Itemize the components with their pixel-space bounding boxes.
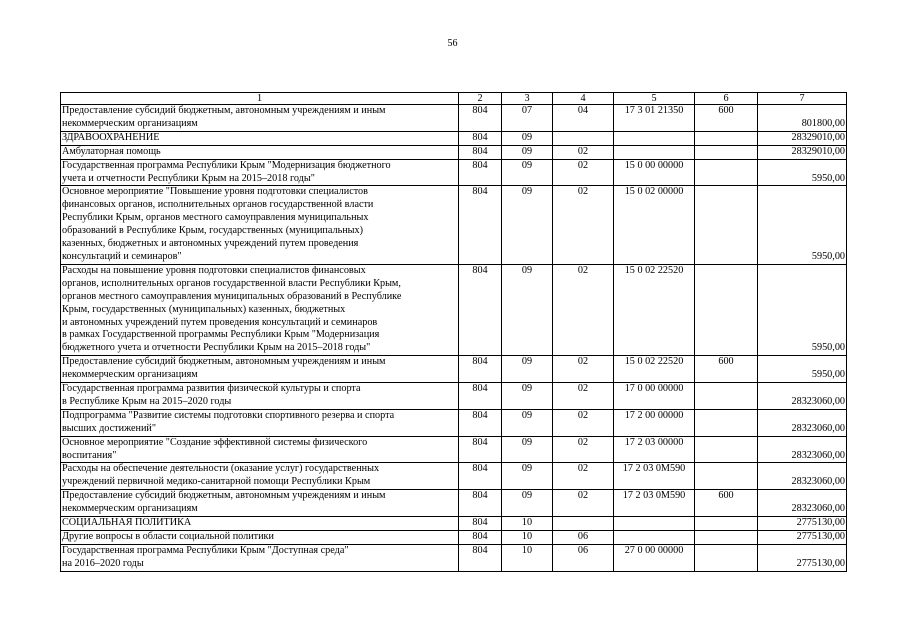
row-section-cell: 09 (502, 145, 553, 159)
row-expense-type-cell (695, 409, 758, 436)
row-expense-type-cell (695, 436, 758, 463)
row-code-cell: 804 (459, 356, 502, 383)
row-section-cell: 09 (502, 409, 553, 436)
row-expense-type-cell: 600 (695, 105, 758, 132)
row-section-cell: 07 (502, 105, 553, 132)
row-amount-cell: 28323060,00 (758, 409, 847, 436)
row-section-cell: 09 (502, 436, 553, 463)
row-expense-type-cell (695, 517, 758, 531)
row-amount-cell: 28329010,00 (758, 131, 847, 145)
row-target-article-cell: 17 2 03 00000 (614, 436, 695, 463)
row-expense-type-cell (695, 383, 758, 410)
table-row (61, 436, 847, 463)
row-target-article-cell: 15 0 00 00000 (614, 159, 695, 186)
row-code-cell: 804 (459, 145, 502, 159)
row-code-cell: 804 (459, 490, 502, 517)
row-subsection-cell: 02 (553, 490, 614, 517)
column-header: 7 (758, 93, 847, 105)
row-target-article-cell: 17 2 03 0М590 (614, 463, 695, 490)
row-code-cell: 804 (459, 436, 502, 463)
row-code-cell: 804 (459, 383, 502, 410)
row-amount-cell: 801800,00 (758, 105, 847, 132)
row-code-cell: 804 (459, 264, 502, 355)
row-expense-type-cell (695, 531, 758, 545)
row-expense-type-cell: 600 (695, 490, 758, 517)
row-target-article-cell (614, 131, 695, 145)
row-section-cell: 09 (502, 264, 553, 355)
row-subsection-cell: 06 (553, 531, 614, 545)
row-amount-cell: 28323060,00 (758, 490, 847, 517)
table-header-row (61, 93, 847, 105)
row-subsection-cell: 02 (553, 186, 614, 264)
table-row (61, 264, 847, 355)
row-amount-cell: 5950,00 (758, 264, 847, 355)
column-header: 2 (459, 93, 502, 105)
row-amount-cell: 28323060,00 (758, 463, 847, 490)
row-name-cell: Предоставление субсидий бюджетным, автономным учреждениям и иным некоммерческим организациям (61, 490, 459, 517)
row-subsection-cell (553, 131, 614, 145)
row-name-cell: Государственная программа развития физической культуры и спорта в Республике Крым на 2015–2020 годы (61, 383, 459, 410)
row-name-cell: Амбулаторная помощь (61, 145, 459, 159)
table-row (61, 409, 847, 436)
row-section-cell: 09 (502, 490, 553, 517)
row-code-cell: 804 (459, 531, 502, 545)
row-amount-cell: 2775130,00 (758, 544, 847, 571)
budget-table (60, 92, 847, 572)
column-header: 3 (502, 93, 553, 105)
row-expense-type-cell (695, 159, 758, 186)
row-expense-type-cell (695, 145, 758, 159)
row-section-cell: 09 (502, 186, 553, 264)
row-section-cell: 09 (502, 463, 553, 490)
row-code-cell: 804 (459, 517, 502, 531)
row-name-cell: ЗДРАВООХРАНЕНИЕ (61, 131, 459, 145)
row-subsection-cell: 04 (553, 105, 614, 132)
row-section-cell: 09 (502, 383, 553, 410)
row-amount-cell: 2775130,00 (758, 531, 847, 545)
row-subsection-cell: 02 (553, 145, 614, 159)
row-name-cell: Расходы на обеспечение деятельности (оказание услуг) государственных учреждений первичной медико-санитарной помощи Республики Крым (61, 463, 459, 490)
row-subsection-cell: 06 (553, 544, 614, 571)
row-expense-type-cell (695, 463, 758, 490)
table-row (61, 531, 847, 545)
row-expense-type-cell (695, 264, 758, 355)
row-subsection-cell: 02 (553, 264, 614, 355)
column-header: 6 (695, 93, 758, 105)
row-amount-cell: 28323060,00 (758, 383, 847, 410)
row-subsection-cell: 02 (553, 159, 614, 186)
row-name-cell: Основное мероприятие "Создание эффективной системы физического воспитания" (61, 436, 459, 463)
row-name-cell: СОЦИАЛЬНАЯ ПОЛИТИКА (61, 517, 459, 531)
row-name-cell: Расходы на повышение уровня подготовки специалистов финансовых органов, исполнительных органов государственной власти Республики Крым, органов местного самоуправления муниципальных образований в Республике Крым, государственных (муниципальных) казенных, бюджетных и автономных учреждений путем проведения консультаций и семинаров в рамках Государственной программы Республики Крым "Модернизация бюджетного учета и отчетности Республики Крым на 2015–2018 годы" (61, 264, 459, 355)
row-amount-cell: 5950,00 (758, 356, 847, 383)
column-header: 1 (61, 93, 459, 105)
row-section-cell: 09 (502, 159, 553, 186)
row-subsection-cell: 02 (553, 383, 614, 410)
row-target-article-cell: 27 0 00 00000 (614, 544, 695, 571)
row-expense-type-cell (695, 131, 758, 145)
table-row (61, 105, 847, 132)
row-amount-cell: 28329010,00 (758, 145, 847, 159)
row-subsection-cell: 02 (553, 409, 614, 436)
row-target-article-cell: 15 0 02 00000 (614, 186, 695, 264)
row-code-cell: 804 (459, 544, 502, 571)
row-target-article-cell: 17 0 00 00000 (614, 383, 695, 410)
row-target-article-cell: 17 3 01 21350 (614, 105, 695, 132)
row-name-cell: Предоставление субсидий бюджетным, автономным учреждениям и иным некоммерческим организациям (61, 356, 459, 383)
row-code-cell: 804 (459, 463, 502, 490)
row-name-cell: Государственная программа Республики Крым "Доступная среда" на 2016–2020 годы (61, 544, 459, 571)
row-amount-cell: 5950,00 (758, 159, 847, 186)
table-row (61, 517, 847, 531)
table-row (61, 186, 847, 264)
column-header: 5 (614, 93, 695, 105)
row-code-cell: 804 (459, 131, 502, 145)
row-target-article-cell (614, 531, 695, 545)
row-target-article-cell: 15 0 02 22520 (614, 264, 695, 355)
row-section-cell: 10 (502, 517, 553, 531)
row-code-cell: 804 (459, 186, 502, 264)
row-section-cell: 10 (502, 531, 553, 545)
row-subsection-cell: 02 (553, 463, 614, 490)
row-name-cell: Подпрограмма "Развитие системы подготовки спортивного резерва и спорта высших достижений" (61, 409, 459, 436)
row-code-cell: 804 (459, 159, 502, 186)
row-code-cell: 804 (459, 409, 502, 436)
row-code-cell: 804 (459, 105, 502, 132)
table-row (61, 131, 847, 145)
row-target-article-cell: 17 2 00 00000 (614, 409, 695, 436)
row-expense-type-cell: 600 (695, 356, 758, 383)
row-name-cell: Другие вопросы в области социальной политики (61, 531, 459, 545)
row-expense-type-cell (695, 544, 758, 571)
row-subsection-cell (553, 517, 614, 531)
row-section-cell: 09 (502, 356, 553, 383)
row-section-cell: 09 (502, 131, 553, 145)
row-amount-cell: 5950,00 (758, 186, 847, 264)
table-row (61, 463, 847, 490)
row-target-article-cell (614, 517, 695, 531)
row-name-cell: Предоставление субсидий бюджетным, автономным учреждениям и иным некоммерческим организациям (61, 105, 459, 132)
table-row (61, 356, 847, 383)
row-expense-type-cell (695, 186, 758, 264)
row-amount-cell: 2775130,00 (758, 517, 847, 531)
row-section-cell: 10 (502, 544, 553, 571)
table-row (61, 383, 847, 410)
table-row (61, 544, 847, 571)
row-name-cell: Основное мероприятие "Повышение уровня подготовки специалистов финансовых органов, исполнительных органов государственной власти Республики Крым, органов местного самоуправления муниципальных образований в Республике Крым, государственных (муниципальных) казенных, бюджетных и автономных учреждений путем проведения консультаций и семинаров" (61, 186, 459, 264)
column-header: 4 (553, 93, 614, 105)
row-amount-cell: 28323060,00 (758, 436, 847, 463)
row-target-article-cell: 17 2 03 0М590 (614, 490, 695, 517)
row-target-article-cell (614, 145, 695, 159)
row-subsection-cell: 02 (553, 436, 614, 463)
table-row (61, 159, 847, 186)
row-name-cell: Государственная программа Республики Крым "Модернизация бюджетного учета и отчетности Республики Крым на 2015–2018 годы" (61, 159, 459, 186)
table-row (61, 490, 847, 517)
row-subsection-cell: 02 (553, 356, 614, 383)
page-number: 56 (447, 38, 458, 49)
row-target-article-cell: 15 0 02 22520 (614, 356, 695, 383)
table-row (61, 145, 847, 159)
